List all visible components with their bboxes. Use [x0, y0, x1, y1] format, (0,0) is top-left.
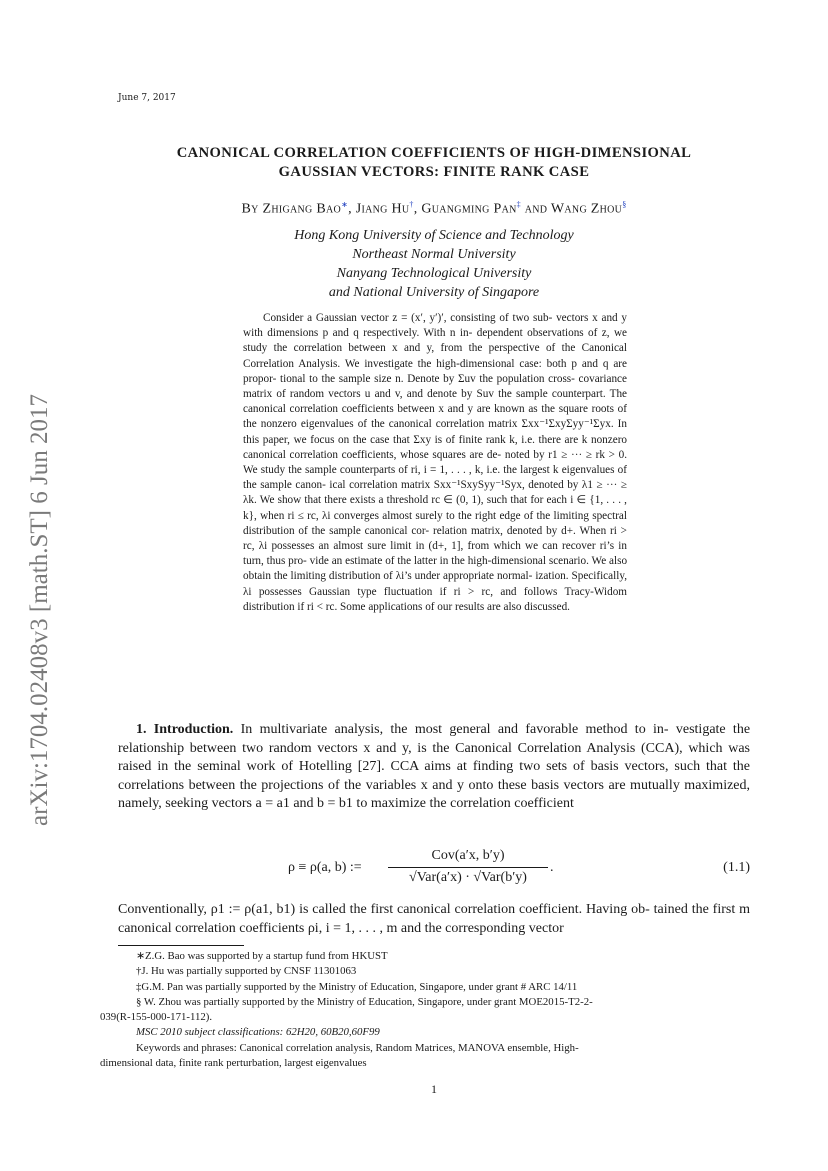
abstract-line: we focus on the case that Σxy is of finite rank k, i.e. there are	[293, 433, 579, 446]
affiliation-2: Northeast Normal University	[352, 247, 516, 262]
abstract-line: We show that there exists a threshold rc ∈ (0, 1), such that for each	[259, 494, 568, 507]
fraction-bar	[388, 867, 548, 868]
equation-1-1	[118, 842, 750, 890]
title-line-2: GAUSSIAN VECTORS: FINITE RANK CASE	[278, 164, 590, 180]
footnote-rule	[118, 945, 244, 946]
equation-number: (1.1)	[723, 860, 750, 875]
abstract-line: dependent observations of z, we study the correlation between x	[243, 327, 627, 355]
continuation-text	[118, 901, 750, 938]
keywords	[100, 1041, 750, 1072]
introduction-section	[118, 721, 750, 814]
page-number: 1	[431, 1082, 437, 1096]
paper-title	[118, 144, 750, 182]
author-name-3: Guangming Pan	[421, 201, 517, 217]
footnote-4	[100, 995, 750, 1026]
abstract-line: covariance matrix of random vectors u and v, and denote by Suv the	[243, 372, 627, 401]
author-mark-3[interactable]: ‡	[516, 200, 521, 209]
affiliation-1: Hong Kong University of Science and Technology	[294, 228, 574, 243]
abstract-line: i ∈ {1, . . . , k}, when ri ≤ rc, λi converges almost surely to the right	[243, 494, 627, 522]
intro-line: Analysis (CCA), which was raised in the seminal work of Hotelling [27]. CCA aims at finding	[118, 740, 750, 775]
continuation-line: tained the first m canonical correlation coefficients ρi, i = 1, . . . , m and the corresponding vector	[118, 902, 750, 936]
equation-body	[288, 848, 588, 888]
author-comma-1: ,	[348, 201, 352, 217]
equation-denominator: √Var(a′x) · √Var(b′y)	[409, 870, 527, 885]
abstract-line: k nonzero canonical correlation coefficients, whose squares are de-	[243, 433, 628, 461]
continuation-paragraph	[118, 901, 750, 938]
date-header: June 7, 2017	[118, 93, 176, 103]
intro-line: vestigate the relationship between two random vectors x and y, is the Canonical Correlation	[118, 722, 751, 756]
title-line-1: CANONICAL CORRELATION COEFFICIENTS OF HIGH-DIMENSIONAL	[176, 145, 692, 161]
intro-line: In multivariate analysis, the most general and favorable method to in-	[240, 722, 669, 737]
abstract-line: vectors x and y with dimensions p and q respectively. With n in-	[243, 312, 627, 340]
footnote-3: ‡G.M. Pan was partially supported by the Ministry of Education, Singapore, under grant # ARC 14/11	[136, 980, 578, 993]
abstract-line: relation matrix, denoted by d+. When ri > rc, λi possesses an almost	[243, 524, 627, 553]
footnotes	[100, 949, 750, 1071]
author-and: and	[524, 201, 548, 217]
author-mark-2[interactable]: †	[409, 200, 414, 209]
abstract	[243, 311, 627, 615]
author-mark-4[interactable]: §	[622, 200, 627, 209]
abstract-line: and follows Tracy-Widom distribution if ri < rc. Some applications	[243, 585, 628, 613]
footnote-2: †J. Hu was partially supported by CNSF 11301063	[136, 965, 357, 978]
section-heading: 1. Introduction.	[136, 722, 234, 737]
footnote-4-line-2: 039(R-155-000-171-112).	[100, 1011, 213, 1024]
abstract-line: ization. Specifically, λi possesses Gaussian type fluctuation if ri > rc,	[243, 570, 627, 598]
introduction-paragraph	[118, 721, 750, 814]
author-comma-2: ,	[413, 201, 418, 217]
author-name-2: Jiang Hu	[355, 201, 410, 217]
abstract-line: tional to the sample size n. Denote by Σuv the population cross-	[279, 372, 575, 385]
keywords-line-1: Keywords and phrases: Canonical correlation analysis, Random Matrices, MANOVA ensemble, High-	[136, 1041, 579, 1054]
equation-lhs: ρ ≡ ρ(a, b) :=	[288, 860, 362, 875]
abstract-line: We investigate the high-dimensional case: both p and q are propor-	[243, 357, 627, 385]
abstract-line: edge of the limiting spectral distribution of the sample canonical cor-	[243, 509, 628, 537]
abstract-line: x and y are known as the square roots of the nonzero eigenvalues	[243, 403, 628, 431]
abstract-line: ical correlation matrix Sxx⁻¹SxySyy⁻¹Syx, denoted by λ1 ≥ ··· ≥ λk.	[243, 479, 627, 507]
footnote-1: ∗Z.G. Bao was supported by a startup fund from HKUST	[136, 950, 388, 962]
intro-line: and y onto these basis vectors are mutually maximized, namely, seeking vectors a = a1 and	[118, 777, 751, 812]
continuation-line: Conventionally, ρ1 := ρ(a1, b1) is called the first canonical correlation coefficient. Having ob-	[118, 902, 650, 917]
abstract-line: also obtain the limiting distribution of λi’s under appropriate normal-	[243, 555, 628, 583]
author-name-4: Wang Zhou	[550, 201, 623, 217]
abstract-line: noted by r1 ≥ ··· ≥ rk > 0. We study the sample counterparts of	[243, 448, 628, 477]
abstract-line: and y, from the perspective of the Canonical Correlation Analysis.	[243, 342, 628, 370]
abstract-line: of the canonical correlation matrix Σxx⁻¹ΣxyΣyy⁻¹Σyx. In this paper,	[243, 418, 628, 446]
affiliations	[118, 226, 750, 302]
abstract-line: vide an estimate of the latter in the high-dimensional scenario. We	[309, 555, 607, 568]
arxiv-identifier: arXiv:1704.02408v3 [math.ST] 6 Jun 2017	[26, 394, 53, 826]
abstract-line: sure limit in (d+, 1], from which we can recover ri’s in turn, thus pro-	[243, 540, 627, 568]
msc-classifications: MSC 2010 subject classifications: 62H20, 60B20,60F99	[136, 1026, 380, 1039]
equation-fraction	[388, 848, 548, 888]
affiliation-4: and National University of Singapore	[328, 285, 540, 300]
abstract-line: Consider a Gaussian vector z = (x′, y′)′, consisting of two sub-	[263, 312, 553, 324]
abstract-text	[243, 311, 627, 615]
abstract-line: of our results are also discussed.	[425, 600, 570, 613]
author-list	[118, 200, 750, 218]
equation-period: .	[550, 860, 554, 875]
abstract-line: ri, i = 1, . . . , k, i.e. the largest k eigenvalues of the sample canon-	[243, 464, 627, 492]
affiliation-3: Nanyang Technological University	[336, 266, 532, 281]
intro-line: b = b1 to maximize the correlation coefficient	[317, 796, 574, 812]
abstract-line: sample counterpart. The canonical correlation coefficients between	[243, 388, 628, 416]
keywords-line-2: dimensional data, finite rank perturbation, largest eigenvalues	[100, 1057, 367, 1070]
author-mark-1[interactable]: ∗	[341, 200, 349, 209]
author-name-1: Zhigang Bao	[262, 201, 342, 217]
footnote-4-line-1: § W. Zhou was partially supported by the Ministry of Education, Singapore, under grant MOE2015-T2-2-	[136, 995, 593, 1008]
equation-numerator: Cov(a′x, b′y)	[431, 848, 505, 863]
author-by: By	[241, 201, 259, 217]
intro-line: two sets of basis vectors, such that the correlations between the projections of the variables x	[118, 759, 751, 793]
